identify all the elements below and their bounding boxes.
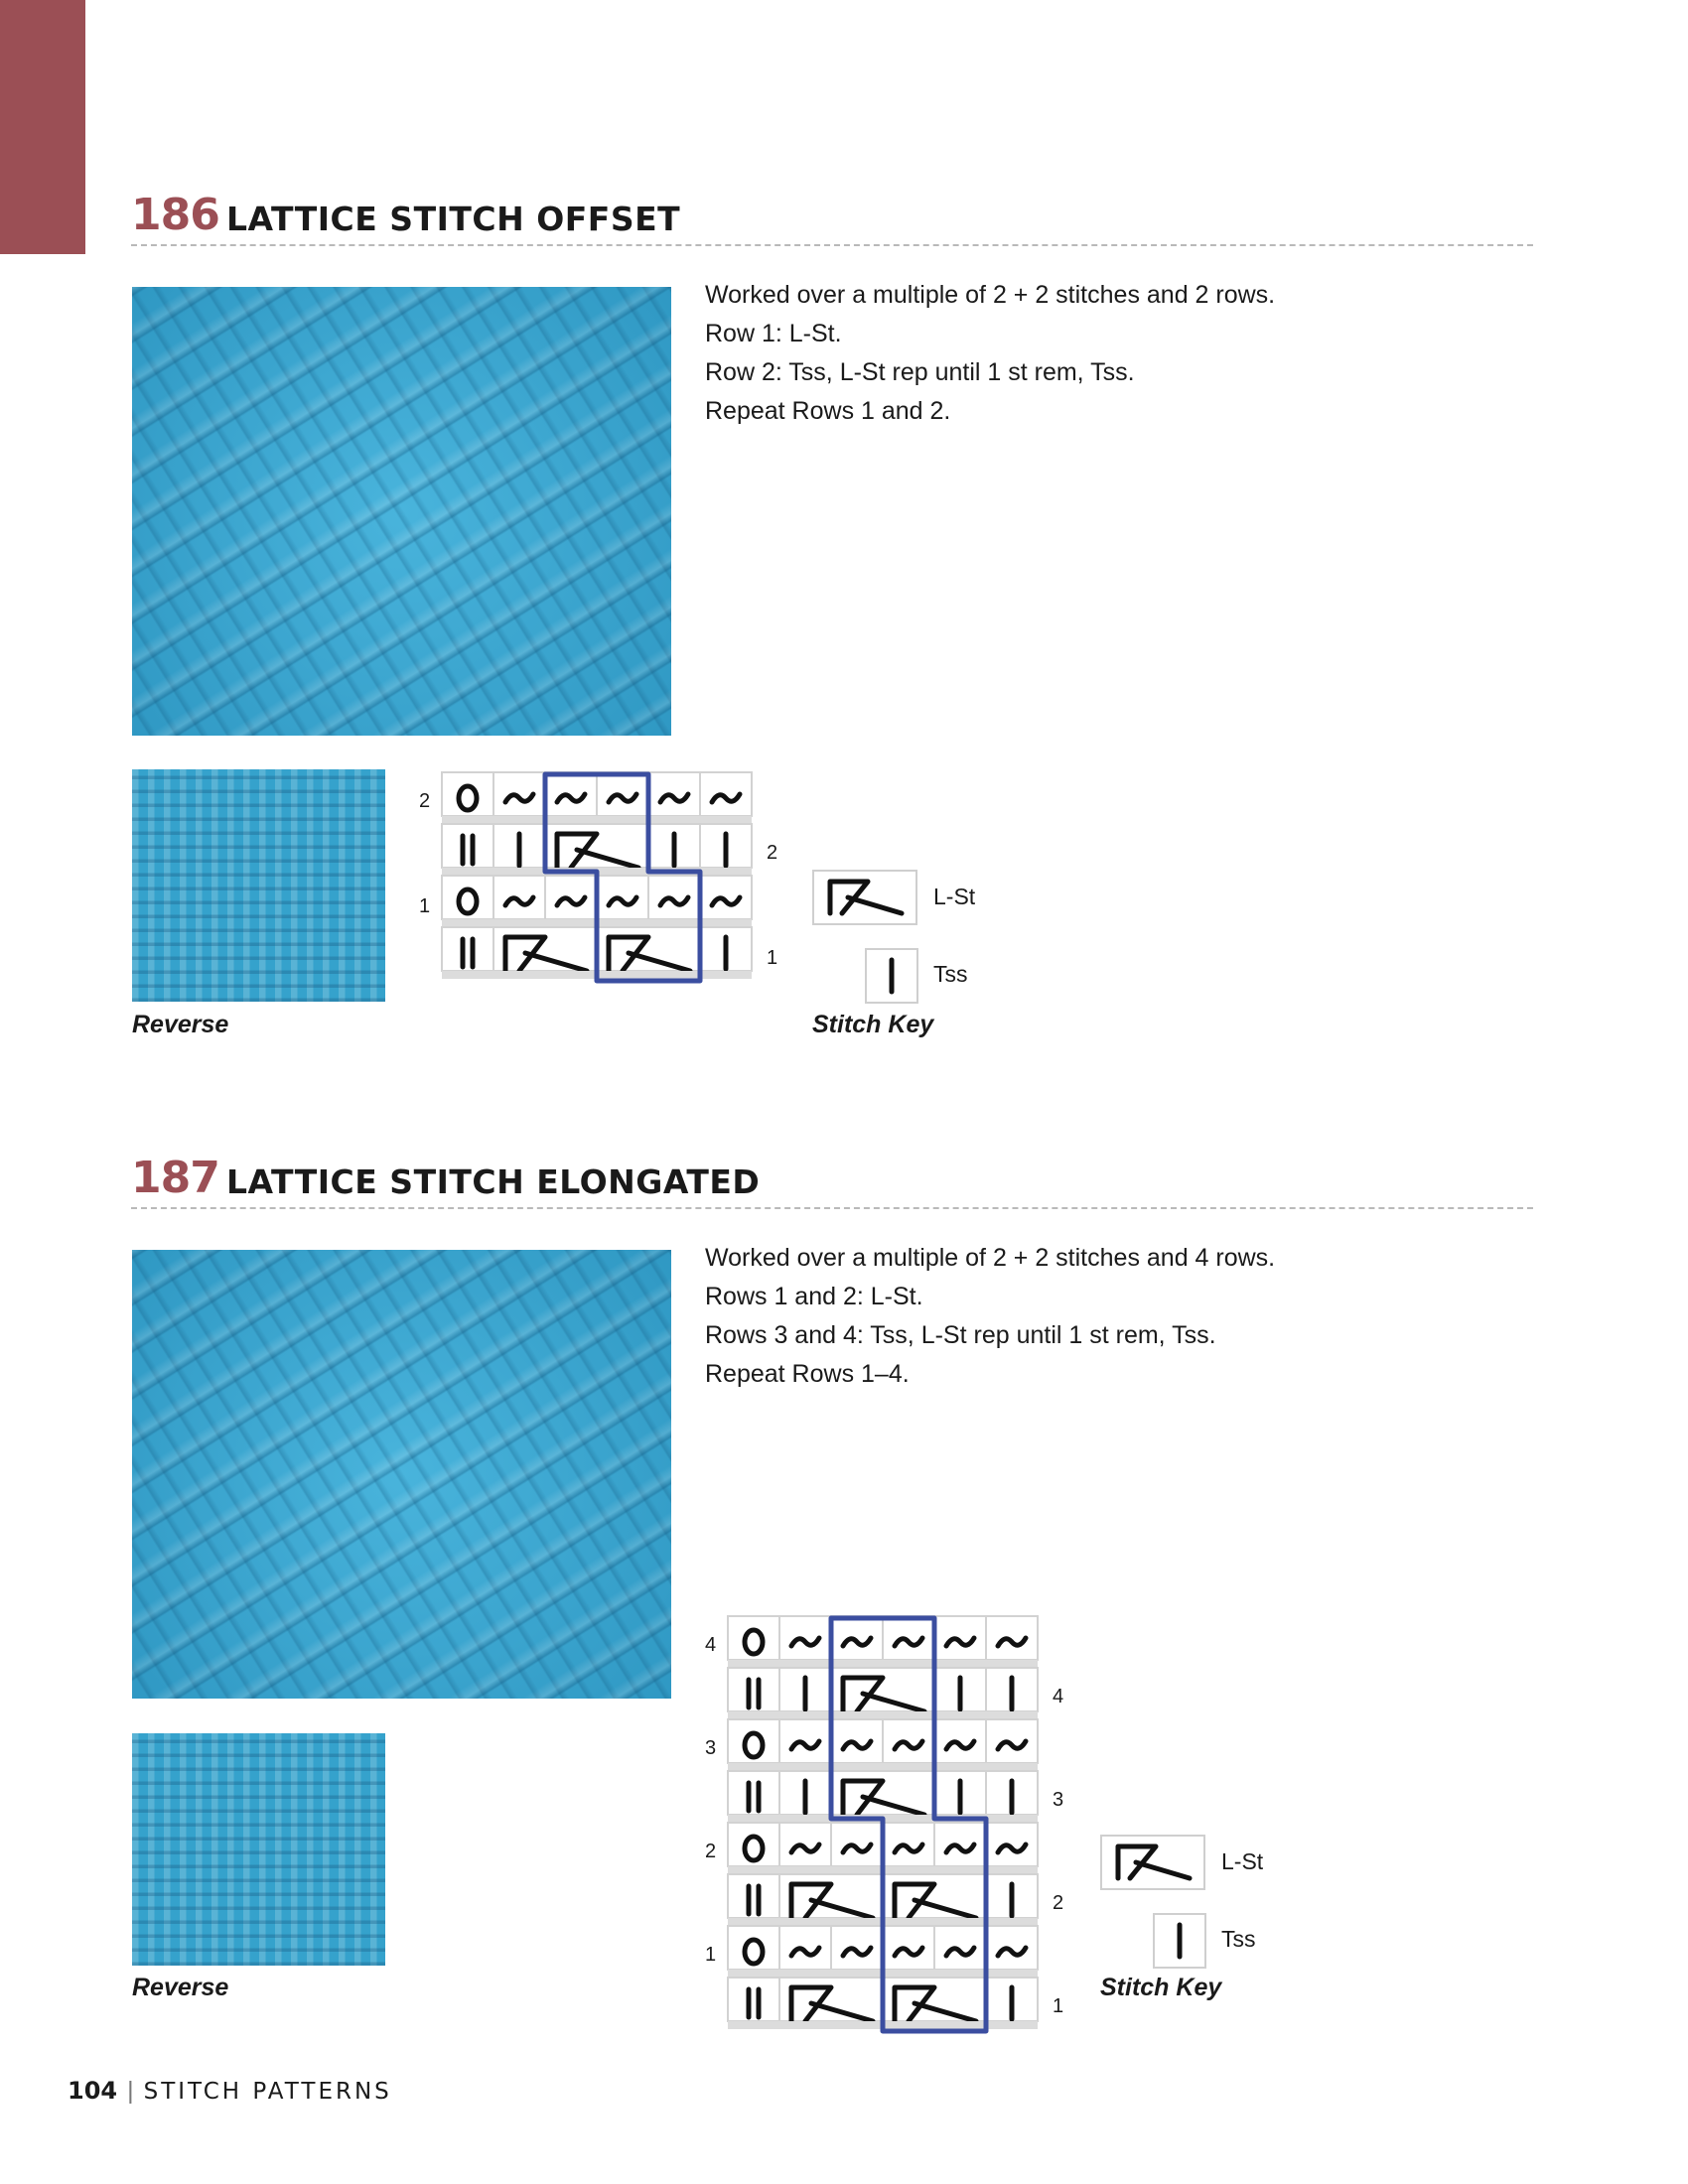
- pattern-187-header: [131, 1153, 1533, 1209]
- chart-cell: [728, 1771, 779, 1815]
- chart-cell: [700, 876, 752, 919]
- chart-cell: [934, 1719, 986, 1763]
- reverse-caption: Reverse: [132, 1011, 229, 1038]
- chart-row-label: 1: [1053, 1995, 1064, 2017]
- footer-separator: |: [127, 2077, 134, 2105]
- row-divider: [442, 816, 752, 824]
- chart-cell: [831, 1668, 934, 1711]
- section-heading: [131, 1153, 1533, 1209]
- pattern-instructions: [705, 1239, 1275, 1394]
- instruction-line: Worked over a multiple of 2 + 2 stitches and 4 rows.: [705, 1244, 1276, 1272]
- chart-row-label: 4: [1053, 1686, 1064, 1707]
- section-label: STITCH PATTERNS: [143, 2079, 392, 2105]
- instruction-line: Rows 3 and 4: Tss, L-St rep until 1 st rem, Tss.: [705, 1321, 1216, 1349]
- chart-row-label: 2: [419, 790, 431, 812]
- chart-row-label: 3: [1053, 1789, 1064, 1811]
- chart-cell: [883, 1978, 986, 2021]
- chart-cell: [934, 1926, 986, 1970]
- row-divider: [728, 1711, 1038, 1719]
- chart-row-label: 4: [705, 1634, 717, 1656]
- chart-cell: [442, 927, 493, 971]
- chapter-tab: [0, 0, 85, 254]
- instruction-line: Worked over a multiple of 2 + 2 stitches and 2 rows.: [705, 281, 1276, 309]
- chart-cell: [986, 1926, 1038, 1970]
- chart-cell: [986, 1616, 1038, 1660]
- chart-cell: [986, 1719, 1038, 1763]
- chart-cell: [597, 927, 700, 971]
- chart-cell: [648, 772, 700, 816]
- chart-cell: [934, 1616, 986, 1660]
- l-st-symbol: [1100, 1835, 1205, 1890]
- chart-cell: [597, 772, 648, 816]
- stitch-chart: [728, 1616, 1042, 2033]
- reverse-caption: Reverse: [132, 1974, 229, 2001]
- chart-cell: [883, 1719, 934, 1763]
- chart-cell: [493, 876, 545, 919]
- pattern-instructions: [705, 276, 1275, 431]
- chart-cell: [934, 1823, 986, 1866]
- pattern-title: LATTICE STITCH ELONGATED: [226, 1162, 761, 1201]
- chart-cell: [831, 1719, 883, 1763]
- chart-cell: [728, 1874, 779, 1918]
- chart-cell: [883, 1874, 986, 1918]
- swatch-photo-reverse: [132, 769, 385, 1002]
- stitch-chart: [442, 772, 756, 983]
- section-heading: [131, 190, 1533, 246]
- chart-cell: [779, 1616, 831, 1660]
- chart-cell: [545, 824, 648, 868]
- instruction-line: Repeat Rows 1 and 2.: [705, 397, 951, 425]
- stitch-key-caption: Stitch Key: [812, 1011, 934, 1038]
- page-footer: [68, 2077, 392, 2106]
- pattern-186-header: [131, 190, 1533, 246]
- tss-symbol: [865, 948, 918, 1004]
- chart-cell: [648, 876, 700, 919]
- chart-cell: [779, 1823, 831, 1866]
- stitch-key-caption: Stitch Key: [1100, 1974, 1222, 2001]
- instruction-line: Repeat Rows 1–4.: [705, 1360, 910, 1388]
- row-divider: [728, 1660, 1038, 1668]
- chart-cell: [779, 1926, 831, 1970]
- instruction-line: Rows 1 and 2: L-St.: [705, 1283, 923, 1310]
- pattern-number: 187: [131, 1153, 219, 1203]
- chart-cell: [700, 772, 752, 816]
- pattern-title: LATTICE STITCH OFFSET: [226, 200, 681, 238]
- swatch-photo-front: [132, 1250, 671, 1699]
- row-divider: [728, 1763, 1038, 1771]
- chart-cell: [831, 1616, 883, 1660]
- chart-cell: [831, 1823, 883, 1866]
- chart-cell: [728, 1978, 779, 2021]
- chart-row-label: 3: [705, 1737, 717, 1759]
- chart-cell: [597, 876, 648, 919]
- l-st-symbol: [812, 870, 917, 925]
- pattern-number: 186: [131, 190, 219, 240]
- chart-row-label: 2: [767, 842, 778, 864]
- chart-cell: [831, 1771, 934, 1815]
- chart-row-label: 2: [705, 1841, 717, 1862]
- chart-cell: [728, 1668, 779, 1711]
- chart-cell: [883, 1616, 934, 1660]
- key-label-l-st: L-St: [933, 884, 976, 909]
- chart-row-label: 1: [767, 947, 778, 969]
- chart-cell: [986, 1823, 1038, 1866]
- swatch-photo-reverse: [132, 1733, 385, 1966]
- chart-cell: [545, 772, 597, 816]
- tss-symbol: [1153, 1913, 1206, 1969]
- chart-cell: [545, 876, 597, 919]
- key-label-l-st: L-St: [1221, 1848, 1264, 1874]
- chart-row-label: 1: [419, 895, 431, 917]
- chart-cell: [779, 1874, 883, 1918]
- chart-cell: [779, 1978, 883, 2021]
- page-number: 104: [68, 2077, 118, 2105]
- key-label-tss: Tss: [1221, 1926, 1256, 1952]
- chart-cell: [442, 824, 493, 868]
- chart-cell: [883, 1926, 934, 1970]
- key-label-tss: Tss: [933, 961, 968, 987]
- instruction-line: Row 2: Tss, L-St rep until 1 st rem, Tss.: [705, 358, 1135, 386]
- chart-row-label: 2: [1053, 1892, 1064, 1914]
- chart-cell: [493, 927, 597, 971]
- chart-row-label: 1: [705, 1944, 717, 1966]
- swatch-photo-front: [132, 287, 671, 736]
- chart-cell: [883, 1823, 934, 1866]
- chart-cell: [831, 1926, 883, 1970]
- instruction-line: Row 1: L-St.: [705, 320, 842, 347]
- chart-cell: [779, 1719, 831, 1763]
- chart-cell: [493, 772, 545, 816]
